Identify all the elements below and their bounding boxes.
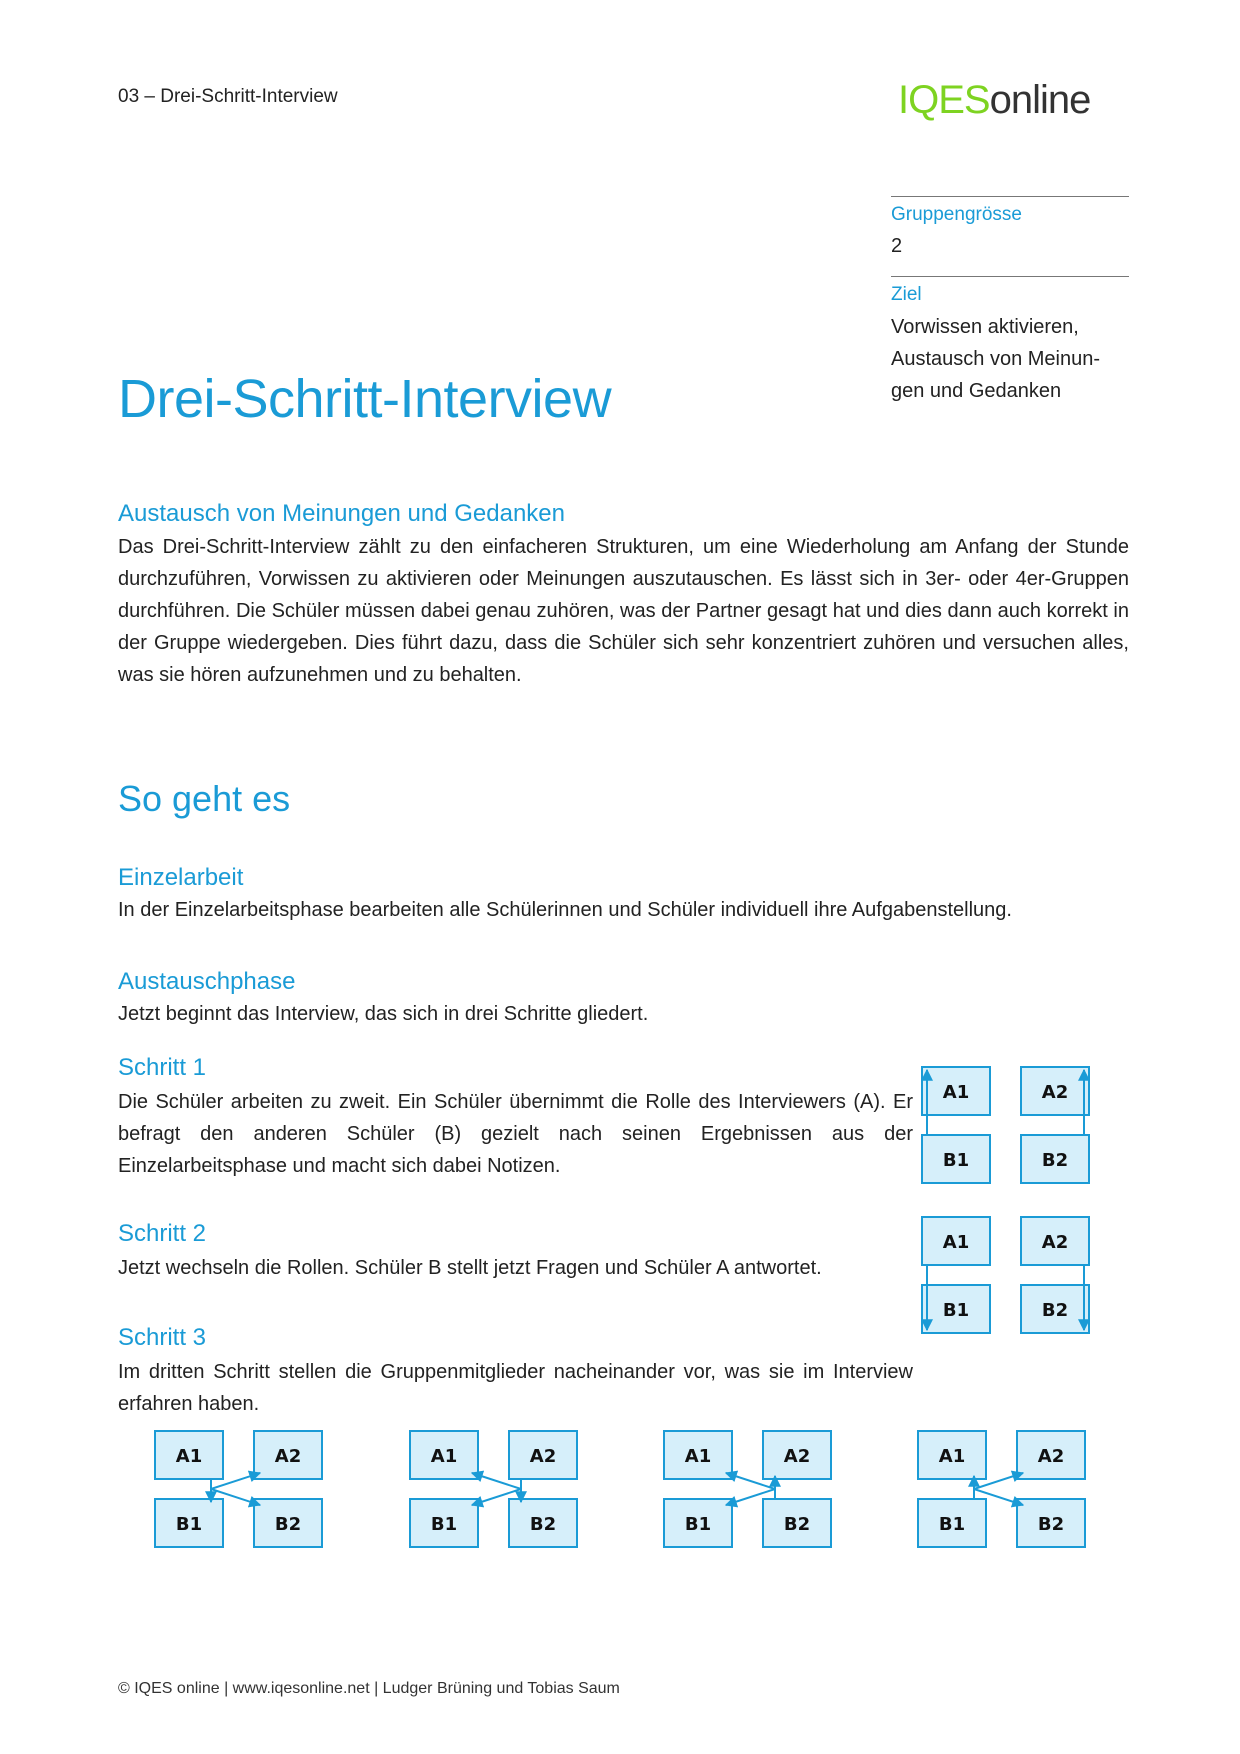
box-label-b1: B1 xyxy=(938,1514,966,1535)
box-label-b1: B1 xyxy=(942,1300,970,1321)
document-label: 03 – Drei-Schritt-Interview xyxy=(118,86,338,107)
box-label-b1: B1 xyxy=(684,1514,712,1535)
box-label-a1: A1 xyxy=(938,1446,966,1467)
intro-heading: Austausch von Meinungen und Gedanken xyxy=(118,500,565,527)
footer-text: © IQES online | www.iqesonline.net | Ludger Brüning und Tobias Saum xyxy=(118,1680,620,1697)
box-label-a2: A2 xyxy=(1041,1082,1069,1103)
step1-heading: Schritt 1 xyxy=(118,1054,207,1081)
box-label-b2: B2 xyxy=(1041,1150,1069,1171)
step3-text: Im dritten Schritt stellen die Gruppenmitglieder nacheinander vor, was sie im Interview erfahren haben. xyxy=(118,1361,913,1415)
group-size-value: 2 xyxy=(891,235,903,257)
logo-online-text: online xyxy=(989,78,1091,122)
goal-label: Ziel xyxy=(891,284,922,305)
intro-paragraph: Das Drei-Schritt-Interview zählt zu den einfacheren Strukturen, um eine Wiederholung am Anfang der Stunde durchzuführen, Vorwissen zu aktivieren oder Meinungen auszutauschen. Es lässt sich in 3er- oder 4er-Gruppen durchführen. Die Schüler müssen dabei genau zuhören, was der Partner gesagt hat und dies dann auch korrekt in der Gruppe wiedergeben. Dies führt dazu, dass die Schüler sich sehr konzentriert zuhören und versuchen alles, was sie hören aufzunehmen und zu behalten. xyxy=(118,536,1129,686)
box-label-a1: A1 xyxy=(942,1082,970,1103)
page-title: Drei-Schritt-Interview xyxy=(118,369,612,429)
austauschphase-heading: Austauschphase xyxy=(118,968,296,995)
box-label-b1: B1 xyxy=(942,1150,970,1171)
austauschphase-text: Jetzt beginnt das Interview, das sich in drei Schritte gliedert. xyxy=(118,1003,649,1025)
box-label-b2: B2 xyxy=(1041,1300,1069,1321)
step3-heading: Schritt 3 xyxy=(118,1324,207,1351)
goal-line: gen und Gedanken xyxy=(891,380,1062,402)
box-label-b2: B2 xyxy=(529,1514,557,1535)
box-label-b2: B2 xyxy=(783,1514,811,1535)
section-title: So geht es xyxy=(118,778,291,819)
box-label-a1: A1 xyxy=(684,1446,712,1467)
box-label-a2: A2 xyxy=(1037,1446,1065,1467)
einzelarbeit-text: In der Einzelarbeitsphase bearbeiten alle Schülerinnen und Schüler individuell ihre Aufgabenstellung. xyxy=(118,899,1012,921)
step1-text: Die Schüler arbeiten zu zweit. Ein Schüler übernimmt die Rolle des Interviewers (A). Er befragt den anderen Schüler (B) gezielt nach seinen Ergebnissen aus der Einzelarbeitsphase und macht sich dabei Notizen. xyxy=(118,1091,913,1177)
box-label-a2: A2 xyxy=(274,1446,302,1467)
group-size-label: Gruppengrösse xyxy=(891,204,1022,225)
box-label-b1: B1 xyxy=(430,1514,458,1535)
box-label-a2: A2 xyxy=(1041,1232,1069,1253)
einzelarbeit-heading: Einzelarbeit xyxy=(118,864,244,891)
box-label-b2: B2 xyxy=(274,1514,302,1535)
box-label-a2: A2 xyxy=(529,1446,557,1467)
step2-heading: Schritt 2 xyxy=(118,1220,207,1247)
box-label-a2: A2 xyxy=(783,1446,811,1467)
goal-line: Vorwissen aktivieren, xyxy=(891,316,1079,338)
step2-text: Jetzt wechseln die Rollen. Schüler B stellt jetzt Fragen und Schüler A antwortet. xyxy=(118,1257,822,1279)
box-label-b2: B2 xyxy=(1037,1514,1065,1535)
goal-line: Austausch von Meinun- xyxy=(891,348,1101,370)
box-label-a1: A1 xyxy=(430,1446,458,1467)
logo-iqes-text: IQES xyxy=(898,78,990,122)
box-label-b1: B1 xyxy=(175,1514,203,1535)
box-label-a1: A1 xyxy=(942,1232,970,1253)
box-label-a1: A1 xyxy=(175,1446,203,1467)
